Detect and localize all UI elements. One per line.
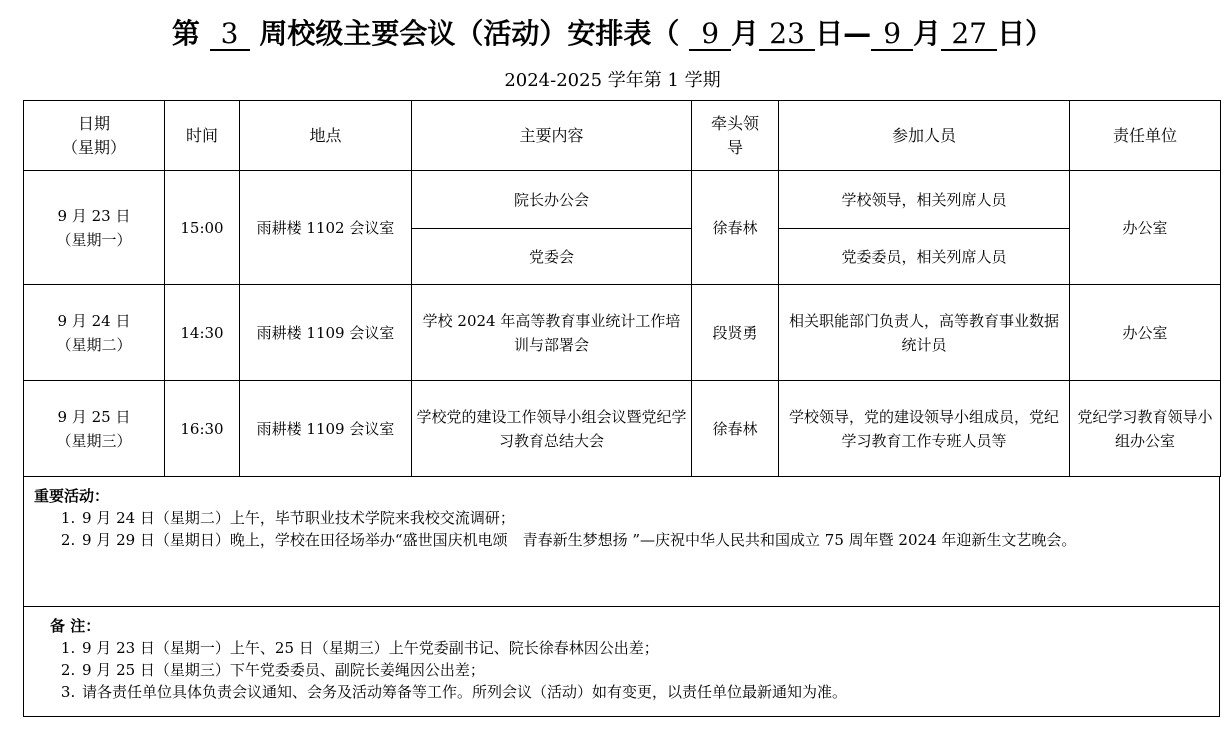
cell-participants: 党委委员，相关列席人员 (779, 229, 1070, 285)
remarks-section (23, 607, 1220, 717)
cell-unit: 办公室 (1070, 171, 1221, 285)
start-month-unit: 月 (731, 17, 760, 50)
cell-unit: 党纪学习教育领导小组办公室 (1070, 381, 1221, 477)
cell-participants: 学校领导，相关列席人员 (779, 171, 1070, 229)
table-row (24, 171, 1221, 229)
activities-list (34, 507, 1209, 551)
cell-time: 14:30 (165, 285, 240, 381)
end-day-unit: 日） (997, 17, 1054, 50)
header-unit: 责任单位 (1070, 101, 1221, 171)
list-item: 2. 9 月 29 日（星期日）晚上，学校在田径场举办“盛世国庆机电颂 青春新生梦想扬 ”—庆祝中华人民共和国成立 75 周年暨 2024 年迎新生文艺晚会。 (80, 529, 1209, 551)
cell-place: 雨耕楼 1102 会议室 (240, 171, 412, 285)
end-month: 9 (871, 19, 913, 51)
header-content: 主要内容 (412, 101, 692, 171)
cell-time: 15:00 (165, 171, 240, 285)
cell-leader: 徐春林 (692, 171, 779, 285)
remarks-list (34, 637, 1209, 703)
table-row (24, 285, 1221, 381)
cell-content: 院长办公会 (412, 171, 692, 229)
week-number: 3 (210, 19, 250, 51)
cell-content: 党委会 (412, 229, 692, 285)
list-item: 3. 请各责任单位具体负责会议通知、会务及活动筹备等工作。所列会议（活动）如有变更，以责任单位最新通知为准。 (80, 681, 1209, 703)
cell-place: 雨耕楼 1109 会议室 (240, 381, 412, 477)
list-item: 2. 9 月 25 日（星期三）下午党委委员、副院长姜绳因公出差； (80, 659, 1209, 681)
cell-date: 9 月 24 日 （星期二） (24, 285, 165, 381)
cell-time: 16:30 (165, 381, 240, 477)
cell-participants: 相关职能部门负责人，高等教育事业数据统计员 (779, 285, 1070, 381)
table-row (24, 381, 1221, 477)
header-time: 时间 (165, 101, 240, 171)
header-leader: 牵头领 导 (692, 101, 779, 171)
cell-content: 学校党的建设工作领导小组会议暨党纪学习教育总结大会 (412, 381, 692, 477)
header-date: 日期 （星期） (24, 101, 165, 171)
header-participants: 参加人员 (779, 101, 1070, 171)
cell-date: 9 月 23 日 （星期一） (24, 171, 165, 285)
start-month: 9 (689, 19, 731, 51)
start-day: 23 (759, 19, 815, 51)
activities-section (23, 477, 1220, 607)
list-item: 1. 9 月 23 日（星期一）上午、25 日（星期三）上午党委副书记、院长徐春林因公出差； (80, 637, 1209, 659)
header-place: 地点 (240, 101, 412, 171)
start-day-unit: 日— (815, 17, 872, 50)
remarks-heading: 备 注： (50, 617, 101, 635)
cell-unit: 办公室 (1070, 285, 1221, 381)
semester-subtitle: 2024-2025 学年第 1 学期 (504, 70, 721, 91)
activities-heading: 重要活动： (34, 487, 110, 505)
cell-leader: 徐春林 (692, 381, 779, 477)
page-title (0, 14, 1225, 54)
table-header-row (24, 101, 1221, 171)
title-prefix: 第 (171, 17, 200, 50)
cell-date: 9 月 25 日 （星期三） (24, 381, 165, 477)
cell-content: 学校 2024 年高等教育事业统计工作培训与部署会 (412, 285, 692, 381)
schedule-table (23, 100, 1221, 477)
cell-participants: 学校领导，党的建设领导小组成员，党纪学习教育工作专班人员等 (779, 381, 1070, 477)
cell-leader: 段贤勇 (692, 285, 779, 381)
end-day: 27 (941, 19, 997, 51)
list-item: 1. 9 月 24 日（星期二）上午，毕节职业技术学院来我校交流调研； (80, 507, 1209, 529)
title-main: 周校级主要会议（活动）安排表（ (259, 17, 680, 50)
cell-place: 雨耕楼 1109 会议室 (240, 285, 412, 381)
end-month-unit: 月 (913, 17, 942, 50)
